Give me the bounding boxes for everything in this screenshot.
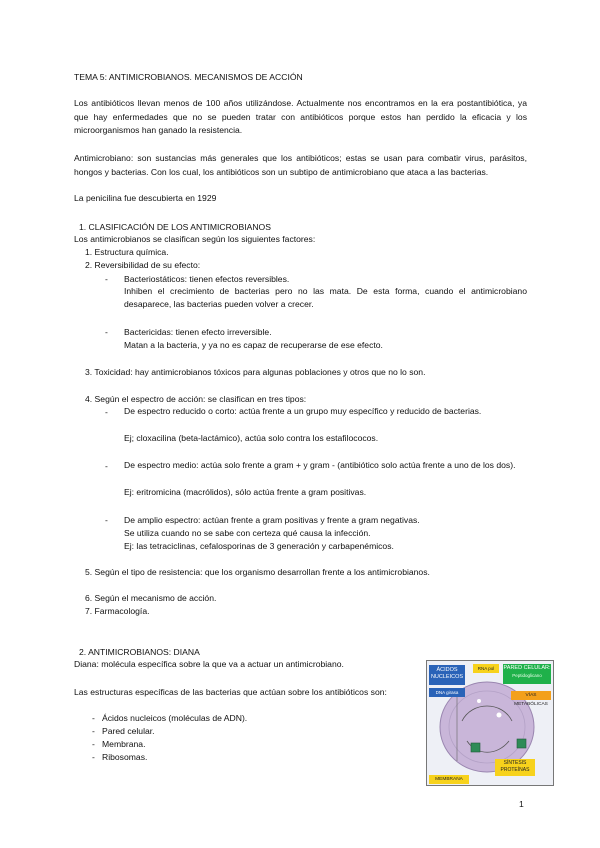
sub-item: Bacteriostáticos: tienen efectos reversibles. bbox=[124, 274, 290, 284]
label-dna-girasa: DNA girasa bbox=[429, 688, 465, 697]
diana-definition: Diana: molécula específica sobre la que va a actuar un antimicrobiano. bbox=[74, 659, 344, 669]
bullet-dash: - bbox=[105, 515, 108, 525]
section1-heading: 1. CLASIFICACIÓN DE LOS ANTIMICROBIANOS bbox=[79, 222, 271, 232]
sub-item-detail: Ej; cloxacilina (beta-lactámico), actúa solo contra los estafilococos. bbox=[124, 433, 379, 443]
list-item: 2. Reversibilidad de su efecto: bbox=[85, 260, 201, 270]
bullet-dash: - bbox=[92, 713, 95, 723]
intro-paragraph: Los antibióticos llevan menos de 100 años utilizándose. Actualmente nos encontramos en la era postantibiótica, ya que hay enfermedades que no se pueden tratar con antibióticos porque estos han perdido la eficacia y los microorganismos han ganado la resistencia. bbox=[74, 98, 527, 135]
bullet-dash: - bbox=[92, 726, 95, 736]
sub-item: De amplio espectro: actúan frente a gram positivas y frente a gram negativas. bbox=[124, 515, 420, 525]
sub-item-detail: Ej: eritromicina (macrólidos), sólo actúa frente a gram positivas. bbox=[124, 487, 367, 497]
bullet-dash: - bbox=[105, 327, 108, 337]
list-item: 6. Según el mecanismo de acción. bbox=[85, 593, 217, 603]
sub-item: Bactericidas: tienen efecto irreversible. bbox=[124, 327, 272, 337]
section1-lead: Los antimicrobianos se clasifican según los siguientes factores: bbox=[74, 234, 316, 244]
section2-heading: 2. ANTIMICROBIANOS: DIANA bbox=[79, 647, 200, 657]
sub-item-detail: Se utiliza cuando no se sabe con certeza qué causa la infección. bbox=[124, 528, 371, 538]
list-item: 4. Según el espectro de acción: se clasifican en tres tipos: bbox=[85, 394, 307, 404]
bullet-dash: - bbox=[105, 407, 108, 417]
label-sintesis-proteinas: SÍNTESIS PROTEÍNAS bbox=[495, 759, 535, 776]
sub-item: De espectro reducido o corto: actúa frente a un grupo muy específico y reducido de bacterias. bbox=[124, 406, 482, 416]
sub-item-detail: Inhiben el crecimiento de bacterias pero no las mata. De esta forma, cuando el antimicrobiano desaparece, las bacterias pueden volver a crecer. bbox=[124, 286, 527, 309]
antimicrobiano-definition: Antimicrobiano: son sustancias más generales que los antibióticos; estas se usan para combatir virus, parásitos, hongos y bacterias. Con los cual, los antibióticos son un subtipo de antimicrobiano que ataca a las bacterias. bbox=[74, 153, 527, 177]
bullet-dash: - bbox=[92, 739, 95, 749]
sub-item-detail: Ej: las tetraciclinas, cefalosporinas de 3 generación y carbapenémicos. bbox=[124, 541, 394, 551]
target-item: Ribosomas. bbox=[102, 752, 148, 762]
list-item: 1. Estructura química. bbox=[85, 247, 169, 257]
label-membrana: MEMBRANA bbox=[429, 775, 469, 784]
label-peptidoglicano: Peptidoglicano bbox=[512, 673, 542, 678]
label-acidos-nucleicos: ÁCIDOS NUCLEICOS bbox=[429, 665, 465, 685]
label-rna-pol: RNA pol bbox=[473, 664, 499, 673]
structures-paragraph: Las estructuras específicas de las bacterias que actúan sobre los antibióticos son: bbox=[74, 687, 387, 697]
antimicrobial-targets-diagram bbox=[426, 660, 554, 786]
label-vias-metabolicas: VÍAS METABÓLICAS bbox=[511, 691, 551, 700]
penicilina-note: La penicilina fue descubierta en 1929 bbox=[74, 193, 217, 203]
list-item: 7. Farmacología. bbox=[85, 606, 150, 616]
list-item: 5. Según el tipo de resistencia: que los organismo desarrollan frente a los antimicrobianos. bbox=[85, 567, 430, 577]
target-item: Ácidos nucleicos (moléculas de ADN). bbox=[102, 713, 248, 723]
bullet-dash: - bbox=[92, 752, 95, 762]
bullet-dash: - bbox=[105, 274, 108, 284]
sub-item-detail: Matan a la bacteria, y ya no es capaz de recuperarse de ese efecto. bbox=[124, 340, 383, 350]
molecule-dot bbox=[497, 713, 502, 718]
page-number: 1 bbox=[519, 799, 524, 809]
bullet-dash: - bbox=[105, 461, 108, 471]
list-item: 3. Toxicidad: hay antimicrobianos tóxicos para algunas poblaciones y otros que no lo son. bbox=[85, 367, 426, 377]
label-pared-celular bbox=[503, 664, 551, 684]
target-item: Pared celular. bbox=[102, 726, 155, 736]
ribosome-marker bbox=[517, 739, 526, 748]
target-item: Membrana. bbox=[102, 739, 146, 749]
sub-item: De espectro medio: actúa solo frente a gram + y gram - (antibiótico solo actúa frente a uno de los dos). bbox=[124, 460, 516, 470]
ribosome-marker bbox=[471, 743, 480, 752]
molecule-dot bbox=[477, 699, 481, 703]
document-title: TEMA 5: ANTIMICROBIANOS. MECANISMOS DE ACCIÓN bbox=[74, 72, 303, 82]
label-pared-title: PARED CELULAR: bbox=[503, 665, 551, 671]
